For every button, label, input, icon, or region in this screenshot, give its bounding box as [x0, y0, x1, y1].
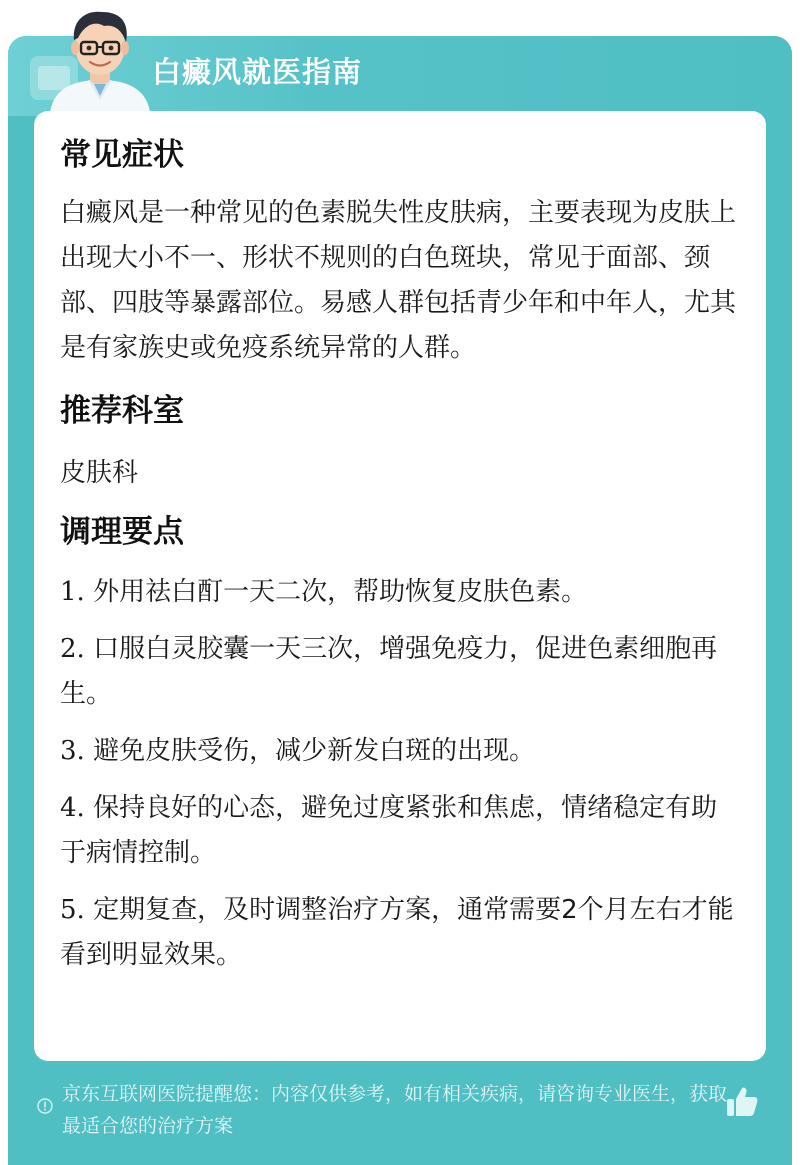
list-item-number: 3. — [60, 736, 85, 766]
list-item-number: 1. — [60, 577, 85, 607]
list-item-number: 4. — [60, 793, 85, 823]
department-text: 皮肤科 — [60, 458, 139, 488]
doctor-avatar-icon — [44, 4, 156, 112]
list-item — [60, 786, 740, 876]
content-card — [34, 111, 766, 1061]
symptoms-text: 白癜风是一种常见的色素脱失性皮肤病，主要表现为皮肤上出现大小不一、形状不规则的白色斑块，常见于面部、颈部、四肢等暴露部位。易感人群包括青少年和中年人，尤其是有家族史或免疫系统异常的人群。 — [60, 198, 737, 363]
list-item-text: 口服白灵胶囊一天三次，增强免疫力，促进色素细胞再生。 — [60, 634, 718, 709]
list-item — [60, 627, 740, 717]
list-item-text: 定期复查，及时调整治疗方案，通常需要2个月左右才能看到明显效果。 — [60, 895, 734, 970]
section-heading-department: 推荐科室 — [60, 393, 184, 429]
list-item-text: 保持良好的心态，避免过度紧张和焦虑，情绪稳定有助于病情控制。 — [60, 793, 718, 868]
thumbs-up-icon[interactable] — [724, 1084, 760, 1120]
content-body — [60, 133, 740, 978]
list-item — [60, 570, 740, 615]
section-heading-symptoms: 常见症状 — [60, 137, 184, 173]
care-list — [60, 570, 740, 978]
list-item-number: 5. — [60, 895, 85, 925]
info-icon — [37, 1098, 53, 1114]
list-item — [60, 729, 740, 774]
list-item — [60, 888, 740, 978]
page-title: 白癜风就医指南 — [152, 55, 363, 89]
list-item-text: 外用祛白酊一天二次，帮助恢复皮肤色素。 — [93, 577, 588, 607]
footer-notice: 京东互联网医院提醒您：内容仅供参考，如有相关疾病，请咨询专业医生，获取最适合您的治疗方案 — [62, 1083, 728, 1137]
list-item-text: 避免皮肤受伤，减少新发白斑的出现。 — [93, 736, 536, 766]
list-item-number: 2. — [60, 634, 85, 664]
section-heading-care: 调理要点 — [60, 514, 184, 550]
